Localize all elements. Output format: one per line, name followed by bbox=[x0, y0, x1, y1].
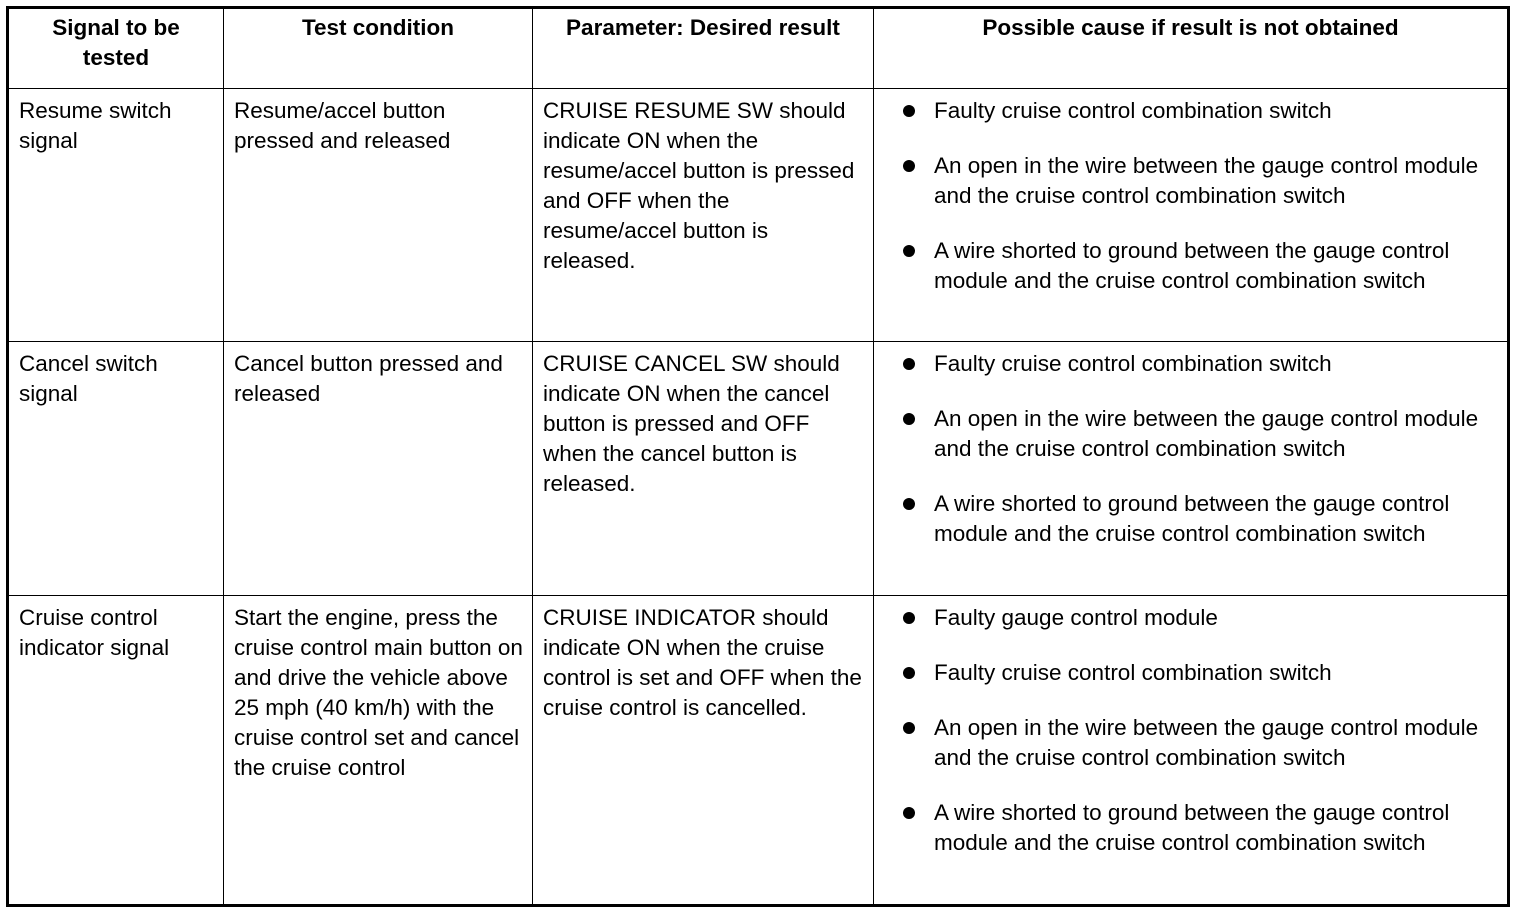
cause-item: Faulty gauge control module bbox=[934, 603, 1499, 633]
header-parameter: Parameter: Desired result bbox=[533, 8, 874, 89]
table-row bbox=[8, 342, 1509, 596]
cause-item: Faulty cruise control combination switch bbox=[934, 658, 1499, 688]
signal-cell: Resume switch signal bbox=[8, 89, 224, 342]
cause-list bbox=[884, 96, 1499, 296]
cause-item: A wire shorted to ground between the gauge control module and the cruise control combination switch bbox=[934, 236, 1499, 296]
signal-cell: Cancel switch signal bbox=[8, 342, 224, 596]
cause-item: An open in the wire between the gauge control module and the cruise control combination switch bbox=[934, 404, 1499, 464]
condition-cell: Start the engine, press the cruise control main button on and drive the vehicle above 25 mph (40 km/h) with the cruise control set and cancel the cruise control bbox=[224, 596, 533, 906]
header-possible-cause: Possible cause if result is not obtained bbox=[874, 8, 1509, 89]
header-signal: Signal to be tested bbox=[8, 8, 224, 89]
signal-cell: Cruise control indicator signal bbox=[8, 596, 224, 906]
parameter-cell: CRUISE CANCEL SW should indicate ON when the cancel button is pressed and OFF when the cancel button is released. bbox=[533, 342, 874, 596]
cause-item: An open in the wire between the gauge control module and the cruise control combination switch bbox=[934, 713, 1499, 773]
cause-item: A wire shorted to ground between the gauge control module and the cruise control combination switch bbox=[934, 489, 1499, 549]
troubleshooting-table bbox=[6, 6, 1510, 907]
condition-cell: Resume/accel button pressed and released bbox=[224, 89, 533, 342]
cause-item: An open in the wire between the gauge control module and the cruise control combination switch bbox=[934, 151, 1499, 211]
condition-cell: Cancel button pressed and released bbox=[224, 342, 533, 596]
table-row bbox=[8, 596, 1509, 906]
cause-item: A wire shorted to ground between the gauge control module and the cruise control combination switch bbox=[934, 798, 1499, 858]
parameter-cell: CRUISE INDICATOR should indicate ON when the cruise control is set and OFF when the cruise control is cancelled. bbox=[533, 596, 874, 906]
header-test-condition: Test condition bbox=[224, 8, 533, 89]
cause-item: Faulty cruise control combination switch bbox=[934, 349, 1499, 379]
cause-cell bbox=[874, 596, 1509, 906]
cause-item: Faulty cruise control combination switch bbox=[934, 96, 1499, 126]
cause-list bbox=[884, 603, 1499, 858]
cause-cell bbox=[874, 89, 1509, 342]
cause-cell bbox=[874, 342, 1509, 596]
table-row bbox=[8, 89, 1509, 342]
header-row bbox=[8, 8, 1509, 89]
cause-list bbox=[884, 349, 1499, 549]
parameter-cell: CRUISE RESUME SW should indicate ON when the resume/accel button is pressed and OFF when the resume/accel button is released. bbox=[533, 89, 874, 342]
